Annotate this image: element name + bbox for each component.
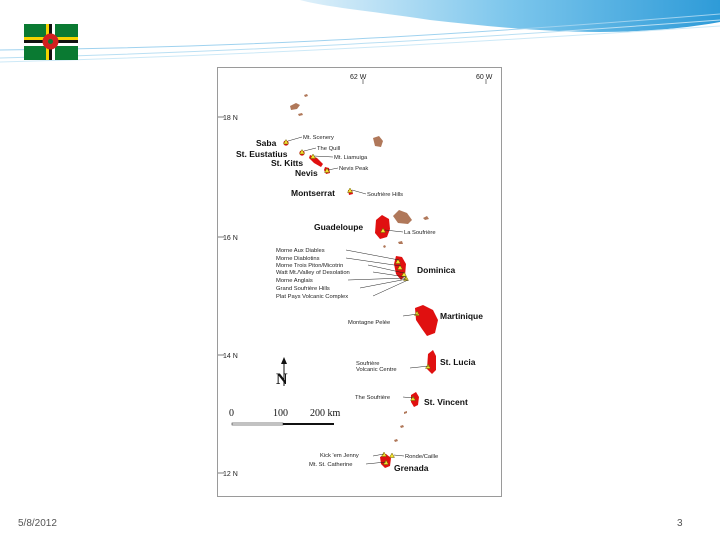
volcano-label-nevis-peak: Nevis Peak [339,166,369,172]
volcano-label-mt-st-catherine: Mt. St. Catherine [309,462,353,468]
island-label-nevis: Nevis [295,168,318,178]
longitude-label-62w: 62 W [350,74,367,81]
latitude-label-12n: 12 N [223,471,238,478]
latitude-label-14n: 14 N [223,353,238,360]
island-label-saba: Saba [256,138,277,148]
volcano-label-morne-anglais: Morne Anglais [276,278,313,284]
island-label-dominica: Dominica [417,265,456,275]
island-label-montserrat: Montserrat [291,188,335,198]
dominica-flag-icon [24,24,78,60]
volcano-label-the-quill: The Quill [317,146,341,152]
volcano-label-the-soufriere: The Soufrière [355,395,391,401]
north-arrow-label: N [276,371,288,388]
latitude-label-18n: 18 N [223,115,238,122]
longitude-label-60w: 60 W [476,74,493,81]
volcano-label-plat-pays: Plat Pays Volcanic Complex [276,294,349,300]
volcano-label-kick-em-jenny: Kick 'em Jenny [320,453,359,459]
island-label-guadeloupe: Guadeloupe [314,222,364,232]
island-label-st-eustatius: St. Eustatius [236,149,288,159]
slide-page-number: 3 [677,518,683,529]
north-arrow-icon [276,357,288,388]
volcano-label-soufriere-line1: Soufrière [356,361,380,367]
lesser-antilles-volcano-map [217,67,502,497]
island-label-st-vincent: St. Vincent [424,397,468,407]
volcano-label-morne-trois-piton: Morne Trois Piton/Micotrin [276,263,344,269]
island-label-martinique: Martinique [440,311,483,321]
island-label-grenada: Grenada [394,463,429,473]
volcano-label-montagne-pelee: Montagne Pelée [348,320,391,326]
scale-label-0: 0 [229,408,234,419]
volcano-label-mt-scenery: Mt. Scenery [303,135,334,141]
latitude-label-16n: 16 N [223,235,238,242]
slide-date: 5/8/2012 [18,518,57,529]
volcano-label-grand-soufriere-hills: Grand Soufrière Hills [276,286,330,292]
volcano-label-mt-liamuiga: Mt. Liamuiga [334,155,368,161]
volcano-label-morne-diablotins: Morne Diablotins [276,256,320,262]
volcano-label-la-soufriere: La Soufrière [404,230,436,236]
island-label-st-kitts: St. Kitts [271,158,304,168]
volcano-label-soufriere-line2: Volcanic Centre [356,367,397,373]
volcano-label-morne-aux-diables: Morne Aux Diables [276,248,325,254]
island-label-st-lucia: St. Lucia [440,357,476,367]
scale-label-200: 200 km [310,408,341,419]
map-canvas [218,68,503,498]
volcano-label-soufriere-hills: Soufrière Hills [367,192,404,198]
volcano-label-ronde-caille: Ronde/Caille [405,454,439,460]
scale-label-100: 100 [273,408,288,419]
scale-bar [229,408,341,425]
volcano-label-watt-mt: Watt Mt./Valley of Desolation [276,270,350,276]
